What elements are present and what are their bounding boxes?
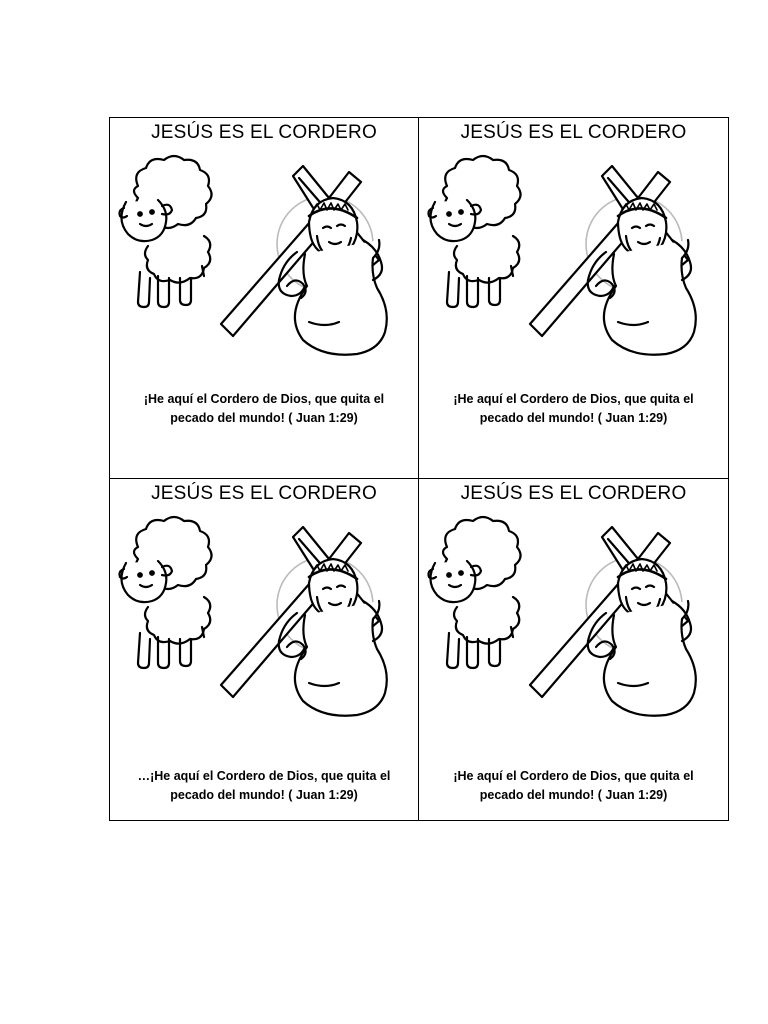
card-caption [425, 390, 722, 428]
card [110, 479, 419, 820]
caption-line: ¡He aquí el Cordero de Dios, que quita el [453, 769, 694, 783]
card-caption [116, 767, 412, 805]
caption-line: ¡He aquí el Cordero de Dios, que quita el [453, 392, 694, 406]
card [110, 118, 419, 479]
card-title: JESÚS ES EL CORDERO [460, 122, 687, 143]
lamb-icon [429, 156, 521, 307]
card-caption [116, 390, 412, 428]
card-illustration [427, 154, 719, 364]
lamb-icon [120, 517, 212, 668]
card-caption [425, 767, 722, 805]
caption-line: pecado del mundo! ( Juan 1:29) [170, 788, 358, 802]
jesus-carrying-cross-icon [221, 527, 387, 716]
card-sheet [109, 117, 729, 821]
card-illustration [118, 154, 410, 364]
caption-line: pecado del mundo! ( Juan 1:29) [479, 788, 668, 802]
jesus-carrying-cross-icon [530, 527, 696, 716]
jesus-carrying-cross-icon [530, 166, 696, 355]
caption-line: …¡He aquí el Cordero de Dios, que quita el [137, 769, 391, 783]
caption-line: pecado del mundo! ( Juan 1:29) [479, 411, 668, 425]
card-illustration [118, 515, 410, 725]
card-title: JESÚS ES EL CORDERO [151, 483, 377, 504]
lamb-icon [429, 517, 521, 668]
card-title: JESÚS ES EL CORDERO [460, 483, 687, 504]
card-illustration [427, 515, 719, 725]
card [419, 118, 728, 479]
caption-line: pecado del mundo! ( Juan 1:29) [170, 411, 358, 425]
card-title: JESÚS ES EL CORDERO [151, 122, 377, 143]
jesus-carrying-cross-icon [221, 166, 387, 355]
caption-line: ¡He aquí el Cordero de Dios, que quita el [143, 392, 385, 406]
card [419, 479, 728, 820]
lamb-icon [120, 156, 212, 307]
